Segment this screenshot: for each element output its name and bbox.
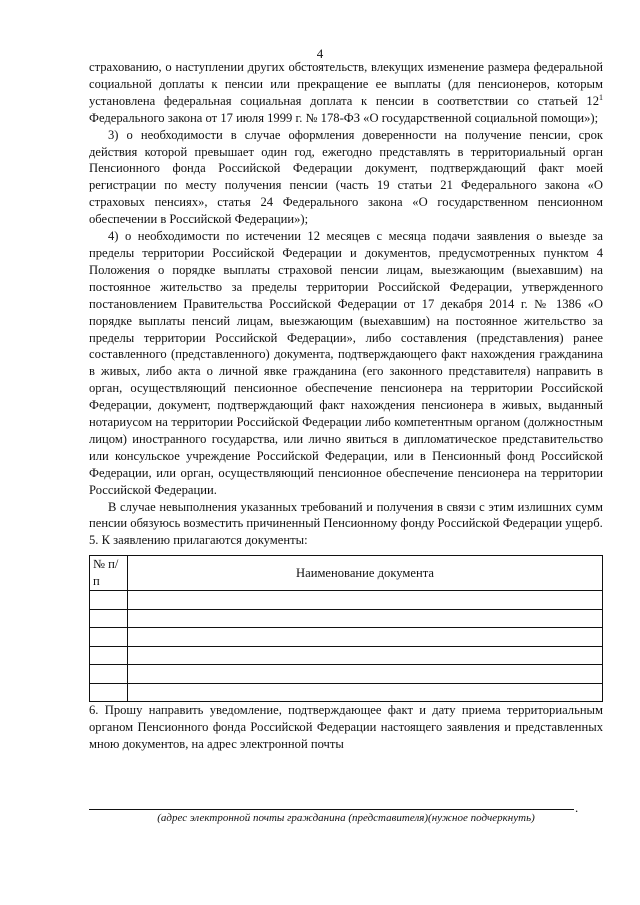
column-header-number: № п/п	[90, 556, 128, 591]
paragraph-continuation	[89, 59, 603, 127]
row-document-name-cell[interactable]	[128, 628, 603, 647]
table-row	[90, 683, 603, 702]
paragraph-continuation-text: страхованию, о наступлении других обстоятельств, влекущих изменение размера федеральной социальной доплаты к пенсии или прекращение ее выплаты (для пенсионеров, которым установлена федеральная социальная доплата к пенсии в соответствии со статьей 12	[89, 60, 603, 108]
row-document-name-cell[interactable]	[128, 646, 603, 665]
row-number-cell[interactable]	[90, 628, 128, 647]
row-number-cell[interactable]	[90, 591, 128, 610]
row-document-name-cell[interactable]	[128, 591, 603, 610]
table-row	[90, 628, 603, 647]
section-6-text: 6. Прошу направить уведомление, подтверждающее факт и дату приема территориальным органом Пенсионного фонда Российской Федерации настоящего заявления и представленных мною документов, на адрес электронной почты	[89, 703, 603, 752]
row-number-cell[interactable]	[90, 683, 128, 702]
table-row	[90, 646, 603, 665]
paragraph-item-3: 3) о необходимости в случае оформления доверенности на получение пенсии, срок действия которой превышает один год, ежегодно представлять в территориальный орган Пенсионного фонда Российской Федерации документ, подтверждающий факт моей регистрации по месту получения пенсии (часть 19 статьи 21 Федерального закона «О страховых пенсиях», статья 24 Федерального закона «О государственном пенсионном обеспечении в Российской Федерации»);	[89, 127, 603, 227]
page-number: 4	[316, 46, 324, 61]
superscript: 1	[599, 92, 603, 102]
paragraph-continuation-tail: Федерального закона от 17 июля 1999 г. № 178-ФЗ «О государственной социальной помощи»);	[89, 110, 599, 125]
email-line-caption: (адрес электронной почты гражданина (представителя)(нужное подчеркнуть)	[157, 812, 535, 824]
email-address-fill-line[interactable]	[89, 809, 574, 810]
row-number-cell[interactable]	[90, 665, 128, 684]
fill-line-end-dot: .	[575, 800, 579, 815]
paragraph-item-4: 4) о необходимости по истечении 12 месяцев с месяца подачи заявления о выезде за пределы территории Российской Федерации и документов, предусмотренных пунктом 4 Положения о порядке выплаты страховой пенсии лицам, выезжающим (выехавшим) на постоянное жительство за пределы территории Российской Федерации, утвержденного постановлением Правительства Российской Федерации от 17 декабря 2014 г. № 1386 «О порядке выплаты пенсий лицам, выезжающим (выехавшим) на постоянное жительство за пределы территории Российской Федерации», либо составления (представления) ранее составленного (представленного) документа, подтверждающего факт нахождения гражданина в живых, либо акта о личной явке гражданина (его законного представителя) направить в орган, осуществляющий пенсионное обеспечение пенсионера на территории Российской Федерации, документ, подтверждающий факт нахождения пенсионера в живых, выданный нотариусом на территории Российской Федерации либо компетентным органом (должностным лицом) иностранного государства, или лично явиться в дипломатическое представительство или консульское учреждение Российской Федерации, или в Пенсионный фонд Российской Федерации, или орган, осуществляющий пенсионное обеспечение пенсионера на территории Российской Федерации.	[89, 229, 603, 497]
table-row	[90, 665, 603, 684]
section-5-heading: 5. К заявлению прилагаются документы:	[89, 533, 308, 548]
paragraph-obligation: В случае невыполнения указанных требований и получения в связи с этим излишних сумм пенсии обязуюсь возместить причиненный Пенсионному фонду Российской Федерации ущерб.	[89, 499, 603, 531]
table-row	[90, 609, 603, 628]
row-number-cell[interactable]	[90, 646, 128, 665]
row-number-cell[interactable]	[90, 609, 128, 628]
column-header-document-name: Наименование документа	[128, 556, 603, 591]
document-body	[89, 59, 603, 753]
table-header-row	[90, 556, 603, 591]
table-row	[90, 591, 603, 610]
row-document-name-cell[interactable]	[128, 665, 603, 684]
row-document-name-cell[interactable]	[128, 609, 603, 628]
row-document-name-cell[interactable]	[128, 683, 603, 702]
documents-table	[89, 555, 603, 702]
